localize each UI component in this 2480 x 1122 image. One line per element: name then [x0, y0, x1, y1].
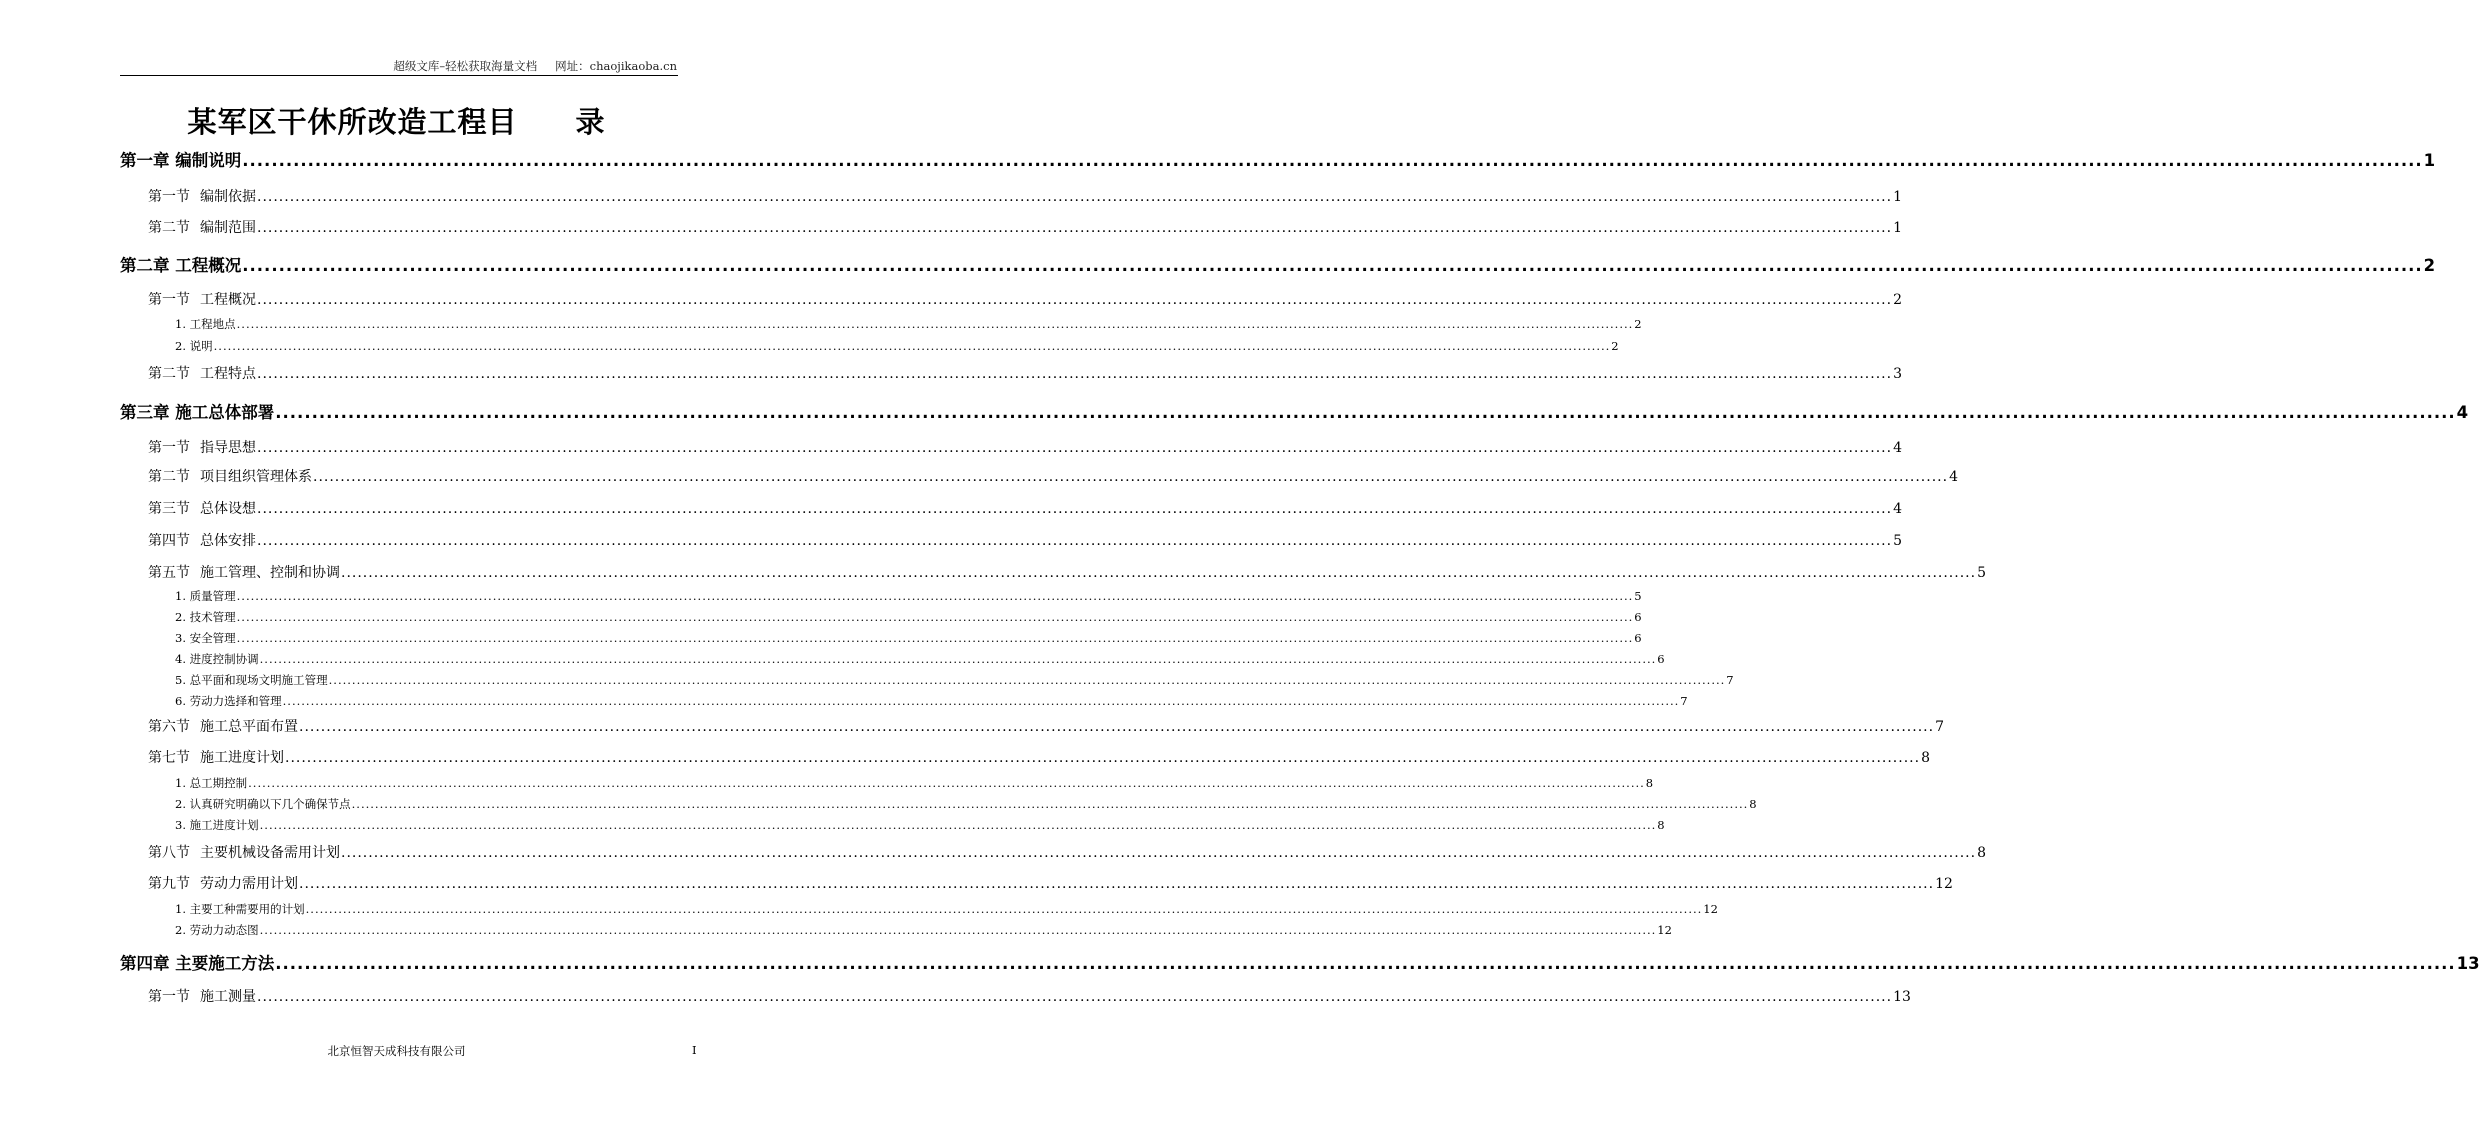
toc-entry-level-1[interactable] — [148, 363, 1902, 383]
toc-entry-level-1[interactable] — [148, 842, 1986, 862]
toc-entry-page: 12 — [1703, 902, 1718, 916]
toc-entry-page: 4 — [1893, 440, 1902, 456]
dot-leader: ............................................................................................................................................................................................................................................................................................................ — [313, 469, 1949, 485]
header-site: 超级文库–轻松获取海量文档 — [393, 59, 538, 73]
dot-leader: ............................................................................................................................................................................................................................................................................................................ — [257, 501, 1893, 517]
toc-entry-page: 2 — [2423, 256, 2436, 275]
dot-leader: ............................................................................................................................................................................................................................................................................................................ — [282, 694, 1680, 708]
toc-entry-level-1[interactable] — [148, 716, 1944, 736]
toc-entry-label: 第二章 工程概况 — [120, 256, 242, 275]
toc-entry-label: 2. 认真研究明确以下几个确保节点 — [175, 797, 351, 811]
dot-leader: ............................................................................................................................................................................................................................................................................................................ — [351, 797, 1749, 811]
dot-leader: ............................................................................................................................................................................................................................................................................................................ — [257, 989, 1893, 1005]
toc-entry-level-0[interactable] — [120, 950, 2480, 974]
dot-leader: ............................................................................................................................................................................................................................................................................................................ — [259, 923, 1657, 937]
toc-entry-level-0[interactable] — [120, 399, 2469, 423]
toc-entry-label: 4. 进度控制协调 — [175, 652, 259, 666]
toc-entry-label: 第一章 编制说明 — [120, 151, 242, 170]
toc-entry-label: 第一节 工程概况 — [148, 292, 256, 308]
toc-entry-page: 1 — [2423, 151, 2436, 170]
toc-entry-label: 第一节 指导思想 — [148, 440, 256, 456]
header-rule — [120, 75, 678, 76]
toc-entry-level-2[interactable] — [175, 651, 1665, 667]
dot-leader: ............................................................................................................................................................................................................................................................................................................ — [299, 876, 1935, 892]
toc-entry-label: 第三节 总体设想 — [148, 501, 256, 517]
dot-leader: ............................................................................................................................................................................................................................................................................................................ — [259, 818, 1657, 832]
dot-leader: ............................................................................................................................................................................................................................................................................................................ — [242, 256, 2423, 275]
toc-entry-page: 12 — [1657, 923, 1672, 937]
toc-entry-page: 2 — [1611, 339, 1619, 353]
dot-leader: ............................................................................................................................................................................................................................................................................................................ — [341, 565, 1977, 581]
toc-entry-label: 第四章 主要施工方法 — [120, 954, 275, 973]
toc-entry-page: 1 — [1893, 220, 1902, 236]
dot-leader: ............................................................................................................................................................................................................................................................................................................ — [259, 652, 1657, 666]
dot-leader: ............................................................................................................................................................................................................................................................................................................ — [257, 366, 1893, 382]
toc-entry-level-2[interactable] — [175, 901, 1718, 917]
page-header — [375, 58, 677, 74]
toc-entry-level-2[interactable] — [175, 588, 1642, 604]
footer-company: 北京恒智天成科技有限公司 — [327, 1044, 466, 1058]
toc-entry-label: 第四节 总体安排 — [148, 533, 256, 549]
dot-leader: ............................................................................................................................................................................................................................................................................................................ — [257, 189, 1893, 205]
dot-leader: ............................................................................................................................................................................................................................................................................................................ — [236, 610, 1634, 624]
toc-entry-level-1[interactable] — [148, 466, 1958, 486]
toc-entry-level-2[interactable] — [175, 796, 1757, 812]
toc-entry-page: 6 — [1657, 652, 1665, 666]
dot-leader: ............................................................................................................................................................................................................................................................................................................ — [236, 631, 1634, 645]
header-url: 网址：chaojikaoba.cn — [555, 59, 677, 73]
dot-leader: ............................................................................................................................................................................................................................................................................................................ — [275, 954, 2456, 973]
toc-entry-page: 5 — [1634, 589, 1642, 603]
toc-entry-page: 8 — [1921, 750, 1930, 766]
toc-entry-level-2[interactable] — [175, 630, 1642, 646]
toc-entry-level-1[interactable] — [148, 217, 1902, 237]
toc-entry-label: 第八节 主要机械设备需用计划 — [148, 845, 340, 861]
toc-entry-page: 7 — [1935, 719, 1944, 735]
toc-entry-level-1[interactable] — [148, 186, 1902, 206]
toc-entry-label: 第五节 施工管理、控制和协调 — [148, 565, 340, 581]
toc-entry-page: 7 — [1726, 673, 1734, 687]
toc-entry-level-2[interactable] — [175, 693, 1688, 709]
toc-entry-page: 13 — [1893, 989, 1911, 1005]
dot-leader: ............................................................................................................................................................................................................................................................................................................ — [236, 317, 1634, 331]
dot-leader: ............................................................................................................................................................................................................................................................................................................ — [257, 440, 1893, 456]
toc-entry-page: 4 — [2456, 403, 2469, 422]
toc-entry-page: 3 — [1893, 366, 1902, 382]
footer-page-number: I — [692, 1043, 697, 1057]
toc-entry-level-1[interactable] — [148, 289, 1902, 309]
toc-entry-page: 4 — [1949, 469, 1958, 485]
toc-entry-label: 6. 劳动力选择和管理 — [175, 694, 282, 708]
toc-entry-page: 7 — [1680, 694, 1688, 708]
dot-leader: ............................................................................................................................................................................................................................................................................................................ — [275, 403, 2456, 422]
toc-entry-level-1[interactable] — [148, 986, 1911, 1006]
dot-leader: ............................................................................................................................................................................................................................................................................................................ — [257, 220, 1893, 236]
toc-entry-page: 2 — [1634, 317, 1642, 331]
toc-entry-page: 8 — [1977, 845, 1986, 861]
toc-entry-page: 1 — [1893, 189, 1902, 205]
toc-entry-level-1[interactable] — [148, 873, 1953, 893]
toc-entry-page: 5 — [1893, 533, 1902, 549]
toc-entry-level-0[interactable] — [120, 252, 2436, 276]
toc-entry-level-2[interactable] — [175, 338, 1619, 354]
dot-leader: ............................................................................................................................................................................................................................................................................................................ — [328, 673, 1726, 687]
dot-leader: ............................................................................................................................................................................................................................................................................................................ — [236, 589, 1634, 603]
toc-entry-page: 6 — [1634, 631, 1642, 645]
toc-entry-page: 8 — [1657, 818, 1665, 832]
toc-entry-label: 1. 总工期控制 — [175, 776, 248, 790]
toc-entry-label: 第二节 编制范围 — [148, 220, 256, 236]
dot-leader: ............................................................................................................................................................................................................................................................................................................ — [213, 339, 1611, 353]
toc-entry-page: 8 — [1749, 797, 1757, 811]
toc-entry-label: 第三章 施工总体部署 — [120, 403, 275, 422]
toc-entry-label: 1. 质量管理 — [175, 589, 236, 603]
dot-leader: ............................................................................................................................................................................................................................................................................................................ — [242, 151, 2423, 170]
toc-entry-page: 2 — [1893, 292, 1902, 308]
dot-leader: ............................................................................................................................................................................................................................................................................................................ — [285, 750, 1921, 766]
dot-leader: ............................................................................................................................................................................................................................................................................................................ — [257, 533, 1893, 549]
page-title — [0, 100, 793, 141]
toc-entry-label: 第九节 劳动力需用计划 — [148, 876, 298, 892]
toc-entry-level-2[interactable] — [175, 922, 1672, 938]
toc-entry-label: 第七节 施工进度计划 — [148, 750, 284, 766]
toc-entry-label: 2. 技术管理 — [175, 610, 236, 624]
title-main: 某军区干休所改造工程目 — [187, 105, 518, 139]
toc-entry-level-1[interactable] — [148, 437, 1902, 457]
dot-leader: ............................................................................................................................................................................................................................................................................................................ — [248, 776, 1645, 790]
toc-entry-page: 5 — [1977, 565, 1986, 581]
dot-leader: ............................................................................................................................................................................................................................................................................................................ — [305, 902, 1703, 916]
toc-entry-page: 13 — [2456, 954, 2480, 973]
toc-entry-level-1[interactable] — [148, 498, 1902, 518]
toc-entry-label: 1. 主要工种需要用的计划 — [175, 902, 305, 916]
toc-entry-level-1[interactable] — [148, 562, 1986, 582]
toc-entry-page: 4 — [1893, 501, 1902, 517]
toc-entry-label: 第二节 工程特点 — [148, 366, 256, 382]
toc-entry-page: 6 — [1634, 610, 1642, 624]
title-tail: 录 — [575, 105, 606, 139]
toc-entry-level-2[interactable] — [175, 817, 1665, 833]
dot-leader: ............................................................................................................................................................................................................................................................................................................ — [257, 292, 1893, 308]
toc-entry-label: 第一节 施工测量 — [148, 989, 256, 1005]
toc-entry-page: 12 — [1935, 876, 1953, 892]
toc-entry-label: 1. 工程地点 — [175, 317, 236, 331]
toc-entry-level-2[interactable] — [175, 672, 1734, 688]
toc-entry-label: 2. 劳动力动态图 — [175, 923, 259, 937]
toc-entry-label: 第六节 施工总平面布置 — [148, 719, 298, 735]
toc-entry-label: 第二节 项目组织管理体系 — [148, 469, 312, 485]
toc-entry-label: 3. 安全管理 — [175, 631, 236, 645]
dot-leader: ............................................................................................................................................................................................................................................................................................................ — [341, 845, 1977, 861]
toc-entry-level-1[interactable] — [148, 530, 1902, 550]
toc-entry-label: 3. 施工进度计划 — [175, 818, 259, 832]
toc-entry-level-2[interactable] — [175, 316, 1642, 332]
toc-entry-page: 8 — [1645, 776, 1654, 790]
toc-entry-label: 2. 说明 — [175, 339, 213, 353]
toc-entry-level-1[interactable] — [148, 747, 1930, 767]
toc-entry-label: 第一节 编制依据 — [148, 189, 256, 205]
toc-entry-label: 5. 总平面和现场文明施工管理 — [175, 673, 328, 687]
toc-entry-level-2[interactable] — [175, 609, 1642, 625]
dot-leader: ............................................................................................................................................................................................................................................................................................................ — [299, 719, 1935, 735]
toc-entry-level-2[interactable] — [175, 775, 1654, 791]
toc-entry-level-0[interactable] — [120, 147, 2436, 171]
